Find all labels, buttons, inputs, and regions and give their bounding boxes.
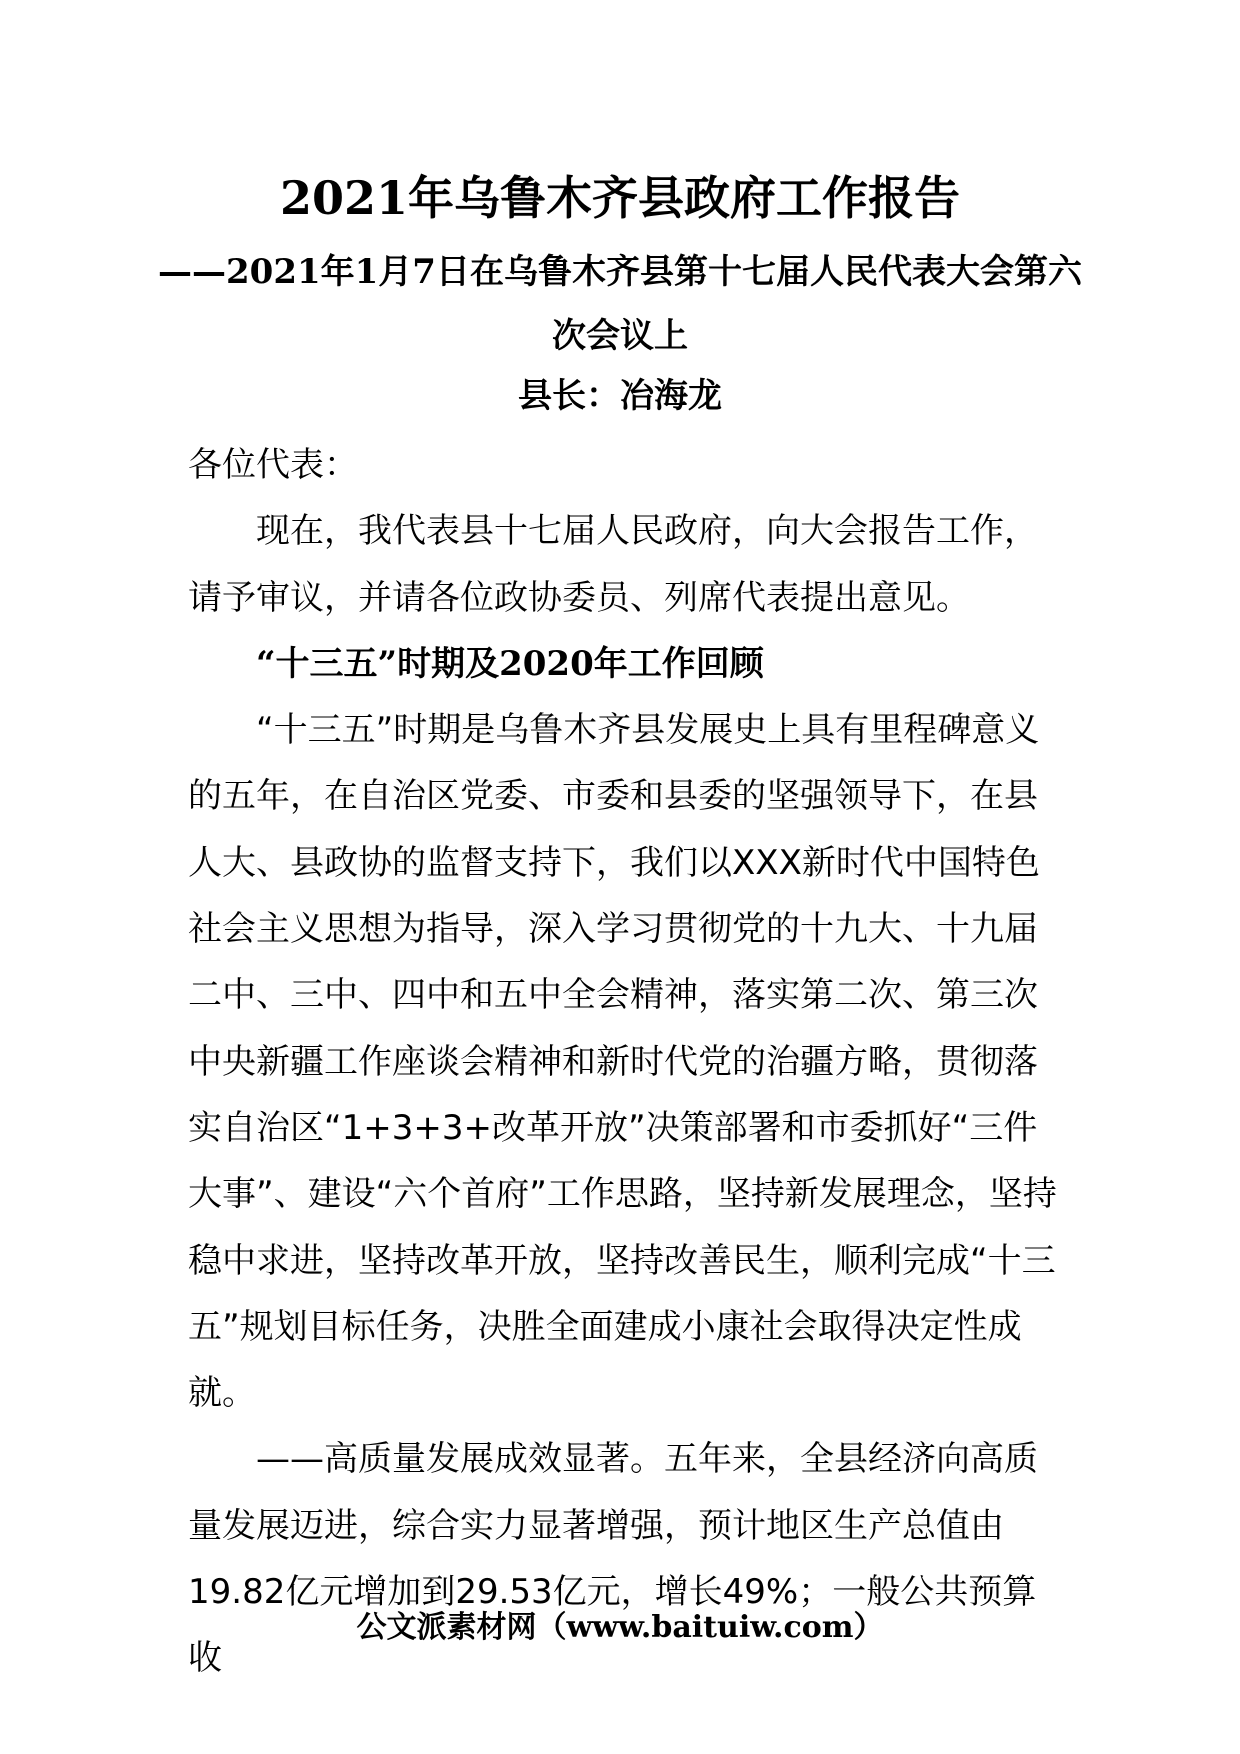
page-footer-watermark: 公文派素材网（www.baituiw.com） xyxy=(356,1610,884,1645)
document-author: 县长：冶海龙 xyxy=(518,376,722,416)
salutation: 各位代表： xyxy=(188,445,358,485)
document-title: 2021年乌鲁木齐县政府工作报告 xyxy=(279,171,961,225)
body-paragraph: “十三五”时期是乌鲁木齐县发展史上具有里程碑意义的五年，在自治区党委、市委和县委的坚强领导下，在县人大、县政协的监督支持下，我们以XXX新时代中国特色社会主义思想为指导，深入学习贯彻党的十九大、十九届二中、三中、四中和五中全会精神，落实第二次、第三次中央新疆工作座谈会精神和新时代党的治疆方略，贯彻落实自治区“1+3+3+改革开放”决策部署和市委抓好“三件大事”、建设“六个首府”工作思路，坚持新发展理念，坚持稳中求进，坚持改革开放，坚持改善民生，顺利完成“十三五”规划目标任务，决胜全面建成小康社会取得决定性成就。 xyxy=(188,710,1057,1414)
section-heading: “十三五”时期及2020年工作回顾 xyxy=(256,643,764,684)
body-paragraph: 现在，我代表县十七届人民政府，向大会报告工作，请予审议，并请各位政协委员、列席代表提出意见。 xyxy=(188,511,1038,618)
document-body xyxy=(188,432,1058,1692)
body-paragraph: ——高质量发展成效显著。五年来，全县经济向高质量发展迈进，综合实力显著增强，预计地区生产总值由19.82亿元增加到29.53亿元，增长49%；一般公共预算收 xyxy=(188,1439,1038,1679)
document-subtitle: ——2021年1月7日在乌鲁木齐县第十七届人民代表大会第六次会议上 xyxy=(158,252,1082,356)
